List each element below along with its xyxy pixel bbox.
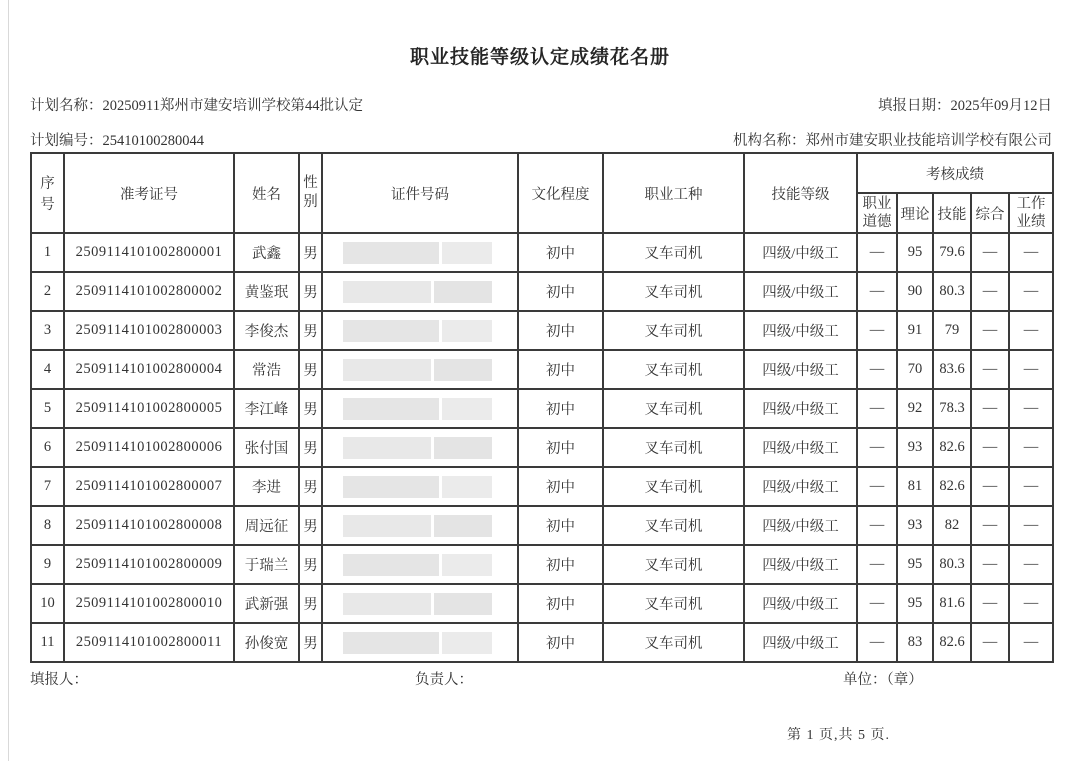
cell-theory: 70 — [897, 350, 933, 389]
cell-name: 李江峰 — [234, 389, 299, 428]
cell-work: — — [1009, 311, 1053, 350]
cell-work: — — [1009, 467, 1053, 506]
cell-theory: 93 — [897, 506, 933, 545]
redacted-id-number — [343, 593, 493, 615]
redacted-id-number — [343, 632, 493, 654]
cell-name: 黄鉴珉 — [234, 272, 299, 311]
cell-occupation: 叉车司机 — [603, 389, 744, 428]
cell-work: — — [1009, 350, 1053, 389]
cell-gender: 男 — [299, 272, 322, 311]
header-score-skill: 技能 — [933, 193, 971, 233]
cell-gender: 男 — [299, 584, 322, 623]
cell-work: — — [1009, 545, 1053, 584]
cell-seq: 3 — [31, 311, 64, 350]
cell-exam_no: 2509114101002800001 — [64, 233, 234, 272]
cell-theory: 81 — [897, 467, 933, 506]
cell-occupation: 叉车司机 — [603, 584, 744, 623]
cell-name: 李俊杰 — [234, 311, 299, 350]
cell-seq: 4 — [31, 350, 64, 389]
cell-occupation: 叉车司机 — [603, 545, 744, 584]
table-row — [31, 584, 1053, 623]
cell-education: 初中 — [518, 506, 603, 545]
cell-comprehensive: — — [971, 350, 1009, 389]
cell-seq: 2 — [31, 272, 64, 311]
cell-ethics: — — [857, 233, 897, 272]
cell-education: 初中 — [518, 428, 603, 467]
cell-education: 初中 — [518, 467, 603, 506]
redacted-id-number — [343, 320, 493, 342]
cell-ethics: — — [857, 506, 897, 545]
cell-theory: 95 — [897, 584, 933, 623]
cell-education: 初中 — [518, 389, 603, 428]
plan-code-label: 计划编号： — [30, 133, 103, 149]
cell-name: 常浩 — [234, 350, 299, 389]
cell-gender: 男 — [299, 311, 322, 350]
cell-name: 于瑞兰 — [234, 545, 299, 584]
table-body — [31, 233, 1053, 662]
cell-id — [322, 389, 518, 428]
cell-exam_no: 2509114101002800006 — [64, 428, 234, 467]
cell-work: — — [1009, 623, 1053, 662]
cell-skill_level: 四级/中级工 — [744, 545, 857, 584]
cell-occupation: 叉车司机 — [603, 428, 744, 467]
cell-seq: 5 — [31, 389, 64, 428]
header-skill-level: 技能等级 — [744, 153, 857, 233]
cell-occupation: 叉车司机 — [603, 506, 744, 545]
cell-skill: 80.3 — [933, 272, 971, 311]
cell-id — [322, 584, 518, 623]
cell-skill_level: 四级/中级工 — [744, 389, 857, 428]
cell-seq: 8 — [31, 506, 64, 545]
unit-seal-label: 单位：（章） — [843, 672, 923, 688]
table-row — [31, 233, 1053, 272]
table-row — [31, 389, 1053, 428]
footer-row — [0, 668, 1080, 690]
redacted-id-number — [343, 515, 493, 537]
cell-exam_no: 2509114101002800010 — [64, 584, 234, 623]
cell-name: 武新强 — [234, 584, 299, 623]
report-date — [878, 94, 1052, 115]
cell-id — [322, 233, 518, 272]
cell-gender: 男 — [299, 506, 322, 545]
cell-education: 初中 — [518, 584, 603, 623]
header-exam-no: 准考证号 — [64, 153, 234, 233]
redacted-id-number — [343, 359, 493, 381]
cell-exam_no: 2509114101002800011 — [64, 623, 234, 662]
cell-work: — — [1009, 389, 1053, 428]
cell-skill: 79 — [933, 311, 971, 350]
cell-skill_level: 四级/中级工 — [744, 467, 857, 506]
table-row — [31, 428, 1053, 467]
org-name-value: 郑州市建安职业技能培训学校有限公司 — [805, 133, 1052, 149]
cell-ethics: — — [857, 545, 897, 584]
cell-skill: 78.3 — [933, 389, 971, 428]
cell-seq: 10 — [31, 584, 64, 623]
cell-occupation: 叉车司机 — [603, 467, 744, 506]
cell-skill: 80.3 — [933, 545, 971, 584]
cell-comprehensive: — — [971, 467, 1009, 506]
table-row — [31, 272, 1053, 311]
cell-exam_no: 2509114101002800007 — [64, 467, 234, 506]
cell-skill: 83.6 — [933, 350, 971, 389]
cell-ethics: — — [857, 584, 897, 623]
page-title: 职业技能等级认定成绩花名册 — [409, 47, 670, 68]
cell-gender: 男 — [299, 389, 322, 428]
redacted-id-number — [343, 476, 493, 498]
cell-comprehensive: — — [971, 272, 1009, 311]
header-name: 姓名 — [234, 153, 299, 233]
cell-id — [322, 545, 518, 584]
cell-ethics: — — [857, 389, 897, 428]
cell-skill: 81.6 — [933, 584, 971, 623]
table-row — [31, 623, 1053, 662]
meta-row-1 — [30, 94, 1052, 115]
cell-comprehensive: — — [971, 545, 1009, 584]
cell-gender: 男 — [299, 428, 322, 467]
cell-comprehensive: — — [971, 233, 1009, 272]
cell-skill_level: 四级/中级工 — [744, 623, 857, 662]
cell-id — [322, 428, 518, 467]
redacted-id-number — [343, 554, 493, 576]
cell-seq: 6 — [31, 428, 64, 467]
table-header — [31, 153, 1053, 233]
cell-gender: 男 — [299, 350, 322, 389]
cell-work: — — [1009, 584, 1053, 623]
cell-skill_level: 四级/中级工 — [744, 272, 857, 311]
report-date-label: 填报日期： — [878, 98, 951, 114]
cell-gender: 男 — [299, 623, 322, 662]
cell-skill_level: 四级/中级工 — [744, 311, 857, 350]
cell-skill: 82.6 — [933, 623, 971, 662]
page-number-info: 第 1 页,共 5 页. — [787, 728, 890, 743]
cell-id — [322, 311, 518, 350]
cell-seq: 7 — [31, 467, 64, 506]
page-edge-line — [8, 0, 9, 761]
cell-comprehensive: — — [971, 584, 1009, 623]
cell-skill_level: 四级/中级工 — [744, 584, 857, 623]
table-row — [31, 311, 1053, 350]
cell-exam_no: 2509114101002800004 — [64, 350, 234, 389]
cell-seq: 9 — [31, 545, 64, 584]
cell-occupation: 叉车司机 — [603, 311, 744, 350]
cell-occupation: 叉车司机 — [603, 623, 744, 662]
cell-exam_no: 2509114101002800005 — [64, 389, 234, 428]
plan-code-value: 25410100280044 — [102, 133, 204, 149]
header-score-theory: 理论 — [897, 193, 933, 233]
cell-gender: 男 — [299, 233, 322, 272]
report-date-value: 2025年09月12日 — [950, 98, 1052, 114]
cell-exam_no: 2509114101002800009 — [64, 545, 234, 584]
filler-label: 填报人： — [30, 672, 88, 688]
cell-skill: 79.6 — [933, 233, 971, 272]
redacted-id-number — [343, 281, 493, 303]
cell-comprehensive: — — [971, 506, 1009, 545]
cell-name: 孙俊宽 — [234, 623, 299, 662]
cell-ethics: — — [857, 623, 897, 662]
redacted-id-number — [343, 242, 493, 264]
cell-education: 初中 — [518, 623, 603, 662]
cell-skill: 82.6 — [933, 428, 971, 467]
header-gender: 性别 — [299, 153, 322, 233]
table-row — [31, 506, 1053, 545]
cell-id — [322, 350, 518, 389]
cell-name: 周远征 — [234, 506, 299, 545]
header-id-number: 证件号码 — [322, 153, 518, 233]
header-seq: 序号 — [31, 153, 64, 233]
cell-exam_no: 2509114101002800002 — [64, 272, 234, 311]
cell-ethics: — — [857, 311, 897, 350]
cell-education: 初中 — [518, 350, 603, 389]
cell-gender: 男 — [299, 467, 322, 506]
plan-code — [30, 129, 204, 150]
redacted-id-number — [343, 437, 493, 459]
cell-skill_level: 四级/中级工 — [744, 350, 857, 389]
cell-comprehensive: — — [971, 311, 1009, 350]
header-score-comprehensive: 综合 — [971, 193, 1009, 233]
cell-comprehensive: — — [971, 623, 1009, 662]
plan-name-value: 20250911郑州市建安培训学校第44批认定 — [102, 98, 363, 114]
cell-theory: 90 — [897, 272, 933, 311]
cell-education: 初中 — [518, 311, 603, 350]
score-roster-table — [30, 152, 1054, 663]
plan-name — [30, 94, 363, 115]
cell-work: — — [1009, 233, 1053, 272]
cell-ethics: — — [857, 467, 897, 506]
cell-education: 初中 — [518, 233, 603, 272]
cell-occupation: 叉车司机 — [603, 272, 744, 311]
cell-comprehensive: — — [971, 428, 1009, 467]
manager-label: 负责人： — [415, 672, 473, 688]
cell-education: 初中 — [518, 272, 603, 311]
cell-ethics: — — [857, 272, 897, 311]
cell-work: — — [1009, 428, 1053, 467]
cell-occupation: 叉车司机 — [603, 350, 744, 389]
cell-gender: 男 — [299, 545, 322, 584]
cell-ethics: — — [857, 350, 897, 389]
cell-id — [322, 506, 518, 545]
table-row — [31, 467, 1053, 506]
redacted-id-number — [343, 398, 493, 420]
cell-education: 初中 — [518, 545, 603, 584]
cell-theory: 93 — [897, 428, 933, 467]
cell-work: — — [1009, 272, 1053, 311]
cell-skill: 82.6 — [933, 467, 971, 506]
cell-name: 李进 — [234, 467, 299, 506]
cell-skill_level: 四级/中级工 — [744, 428, 857, 467]
header-education: 文化程度 — [518, 153, 603, 233]
cell-seq: 1 — [31, 233, 64, 272]
cell-name: 张付国 — [234, 428, 299, 467]
cell-ethics: — — [857, 428, 897, 467]
cell-name: 武鑫 — [234, 233, 299, 272]
meta-row-2 — [30, 129, 1052, 150]
cell-skill: 82 — [933, 506, 971, 545]
cell-exam_no: 2509114101002800003 — [64, 311, 234, 350]
org-name-label: 机构名称： — [733, 133, 806, 149]
cell-id — [322, 623, 518, 662]
table-row — [31, 545, 1053, 584]
header-scores-group: 考核成绩 — [857, 153, 1053, 193]
cell-comprehensive: — — [971, 389, 1009, 428]
cell-theory: 91 — [897, 311, 933, 350]
cell-theory: 95 — [897, 233, 933, 272]
cell-theory: 83 — [897, 623, 933, 662]
cell-seq: 11 — [31, 623, 64, 662]
cell-exam_no: 2509114101002800008 — [64, 506, 234, 545]
cell-skill_level: 四级/中级工 — [744, 233, 857, 272]
cell-work: — — [1009, 506, 1053, 545]
plan-name-label: 计划名称： — [30, 98, 103, 114]
org-name — [733, 129, 1052, 150]
header-score-work: 工作业绩 — [1009, 193, 1053, 233]
cell-occupation: 叉车司机 — [603, 233, 744, 272]
cell-theory: 95 — [897, 545, 933, 584]
header-occupation: 职业工种 — [603, 153, 744, 233]
table-row — [31, 350, 1053, 389]
cell-theory: 92 — [897, 389, 933, 428]
header-score-ethics: 职业道德 — [857, 193, 897, 233]
cell-id — [322, 272, 518, 311]
cell-id — [322, 467, 518, 506]
cell-skill_level: 四级/中级工 — [744, 506, 857, 545]
